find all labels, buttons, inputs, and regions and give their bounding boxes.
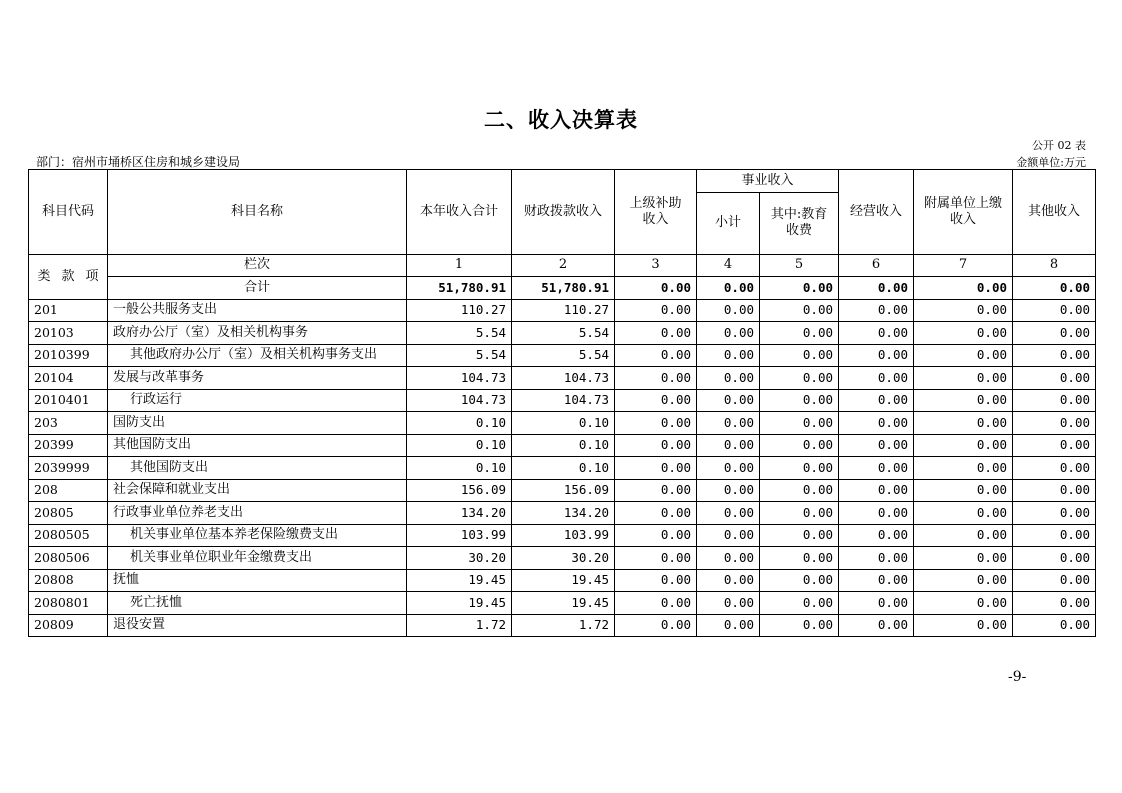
row-value: 30.20 [407, 547, 512, 570]
row-value: 103.99 [407, 524, 512, 547]
col-num: 8 [1013, 254, 1096, 277]
row-value: 0.00 [615, 434, 697, 457]
row-name: 机关事业单位基本养老保险缴费支出 [108, 524, 407, 547]
col-num: 2 [512, 254, 615, 277]
row-value: 0.00 [697, 367, 760, 390]
row-value: 0.00 [914, 479, 1013, 502]
header-business-edu: 其中:教育收费 [760, 192, 839, 254]
row-value: 0.00 [697, 614, 760, 637]
row-value: 0.00 [615, 592, 697, 615]
row-value: 0.00 [697, 389, 760, 412]
row-value: 19.45 [407, 569, 512, 592]
row-value: 0.10 [407, 412, 512, 435]
row-value: 0.00 [697, 569, 760, 592]
row-name: 退役安置 [108, 614, 407, 637]
row-name: 行政事业单位养老支出 [108, 502, 407, 525]
row-value: 0.00 [760, 412, 839, 435]
row-value: 0.00 [839, 389, 914, 412]
row-value: 0.00 [839, 367, 914, 390]
table-row [29, 457, 1096, 480]
row-name: 其他政府办公厅（室）及相关机构事务支出 [108, 344, 407, 367]
row-value: 0.00 [697, 434, 760, 457]
col-num: 5 [760, 254, 839, 277]
row-value: 0.00 [760, 344, 839, 367]
row-value: 0.00 [615, 389, 697, 412]
row-value: 0.10 [512, 412, 615, 435]
row-value: 0.00 [760, 502, 839, 525]
row-value: 110.27 [512, 299, 615, 322]
row-value: 0.00 [697, 299, 760, 322]
row-name: 发展与改革事务 [108, 367, 407, 390]
table-row [29, 479, 1096, 502]
table-row [29, 389, 1096, 412]
row-value: 0.00 [839, 547, 914, 570]
total-value: 0.00 [839, 277, 914, 300]
row-value: 0.00 [914, 592, 1013, 615]
row-code: 2010399 [29, 344, 108, 367]
row-value: 0.00 [1013, 367, 1096, 390]
row-value: 0.00 [697, 592, 760, 615]
row-value: 0.00 [839, 614, 914, 637]
table-row [29, 434, 1096, 457]
row-value: 0.00 [914, 322, 1013, 345]
row-value: 0.00 [1013, 592, 1096, 615]
row-value: 30.20 [512, 547, 615, 570]
table-row [29, 592, 1096, 615]
row-code: 2010401 [29, 389, 108, 412]
row-value: 0.00 [1013, 389, 1096, 412]
col-num: 1 [407, 254, 512, 277]
row-value: 0.00 [615, 569, 697, 592]
row-code: 2080505 [29, 524, 108, 547]
row-value: 0.00 [914, 502, 1013, 525]
category-xiang: 项 [85, 268, 99, 284]
row-value: 0.00 [760, 592, 839, 615]
row-value: 0.00 [760, 299, 839, 322]
row-code: 20104 [29, 367, 108, 390]
table-row [29, 299, 1096, 322]
row-value: 134.20 [512, 502, 615, 525]
header-other: 其他收入 [1013, 170, 1096, 255]
row-name: 政府办公厅（室）及相关机构事务 [108, 322, 407, 345]
row-value: 103.99 [512, 524, 615, 547]
total-value: 0.00 [914, 277, 1013, 300]
row-value: 5.54 [512, 344, 615, 367]
row-name: 抚恤 [108, 569, 407, 592]
col-num: 4 [697, 254, 760, 277]
row-value: 0.00 [839, 299, 914, 322]
row-code: 20399 [29, 434, 108, 457]
table-row [29, 569, 1096, 592]
total-value: 0.00 [615, 277, 697, 300]
department-label: 部门：宿州市埇桥区住房和城乡建设局 [36, 155, 241, 169]
total-value: 51,780.91 [407, 277, 512, 300]
row-value: 0.00 [1013, 502, 1096, 525]
row-value: 0.00 [839, 434, 914, 457]
row-value: 156.09 [407, 479, 512, 502]
row-value: 0.00 [615, 614, 697, 637]
row-value: 0.00 [1013, 299, 1096, 322]
row-value: 0.00 [615, 299, 697, 322]
row-value: 0.00 [914, 524, 1013, 547]
row-code: 20805 [29, 502, 108, 525]
row-value: 19.45 [512, 592, 615, 615]
row-value: 0.00 [1013, 412, 1096, 435]
row-value: 0.00 [760, 547, 839, 570]
row-value: 0.00 [615, 524, 697, 547]
row-value: 0.00 [697, 547, 760, 570]
header-superior: 上级补助收入 [615, 170, 697, 255]
header-operating: 经营收入 [839, 170, 914, 255]
category-lei: 类 [37, 268, 51, 284]
row-value: 0.00 [697, 457, 760, 480]
table-row [29, 367, 1096, 390]
row-value: 0.00 [615, 479, 697, 502]
row-value: 0.00 [760, 457, 839, 480]
row-value: 0.00 [760, 389, 839, 412]
row-value: 0.00 [839, 592, 914, 615]
page-title: 二、收入决算表 [484, 108, 638, 132]
table-row [29, 547, 1096, 570]
row-code: 2080506 [29, 547, 108, 570]
row-value: 5.54 [407, 322, 512, 345]
unit-label: 金额单位:万元 [1016, 156, 1086, 169]
row-value: 110.27 [407, 299, 512, 322]
table-row [29, 322, 1096, 345]
row-value: 0.00 [914, 457, 1013, 480]
form-number: 公开 02 表 [1032, 139, 1086, 152]
income-statement-table [28, 169, 1096, 637]
total-value: 0.00 [697, 277, 760, 300]
total-value: 51,780.91 [512, 277, 615, 300]
row-value: 0.00 [1013, 457, 1096, 480]
row-value: 0.00 [760, 322, 839, 345]
row-value: 0.00 [697, 412, 760, 435]
row-value: 0.00 [1013, 614, 1096, 637]
row-name: 行政运行 [108, 389, 407, 412]
row-value: 0.00 [615, 322, 697, 345]
row-value: 0.00 [914, 569, 1013, 592]
row-value: 0.00 [697, 479, 760, 502]
row-value: 0.00 [1013, 322, 1096, 345]
row-value: 0.00 [1013, 344, 1096, 367]
header-business-subtotal: 小计 [697, 192, 760, 254]
row-code: 20808 [29, 569, 108, 592]
row-name: 一般公共服务支出 [108, 299, 407, 322]
header-total: 本年收入合计 [407, 170, 512, 255]
row-value: 0.00 [914, 367, 1013, 390]
row-value: 1.72 [407, 614, 512, 637]
row-value: 0.00 [697, 524, 760, 547]
row-code: 201 [29, 299, 108, 322]
table-body [29, 299, 1096, 637]
total-value: 0.00 [760, 277, 839, 300]
row-value: 0.10 [512, 457, 615, 480]
row-name: 其他国防支出 [108, 434, 407, 457]
row-name: 其他国防支出 [108, 457, 407, 480]
row-value: 5.54 [407, 344, 512, 367]
row-value: 0.00 [697, 322, 760, 345]
row-code: 208 [29, 479, 108, 502]
row-name: 机关事业单位职业年金缴费支出 [108, 547, 407, 570]
row-value: 0.00 [839, 569, 914, 592]
row-value: 0.00 [760, 367, 839, 390]
header-code: 科目代码 [29, 170, 108, 255]
row-value: 0.00 [839, 524, 914, 547]
row-value: 5.54 [512, 322, 615, 345]
row-value: 0.00 [914, 614, 1013, 637]
row-value: 0.00 [697, 502, 760, 525]
page-number: -9- [1008, 669, 1027, 685]
row-code: 20809 [29, 614, 108, 637]
row-value: 0.00 [1013, 569, 1096, 592]
row-value: 0.00 [615, 457, 697, 480]
row-code: 2080801 [29, 592, 108, 615]
row-value: 0.00 [914, 389, 1013, 412]
row-value: 0.10 [512, 434, 615, 457]
row-name: 社会保障和就业支出 [108, 479, 407, 502]
row-value: 0.00 [1013, 434, 1096, 457]
table-row [29, 524, 1096, 547]
row-code: 2039999 [29, 457, 108, 480]
row-value: 0.00 [615, 547, 697, 570]
row-value: 0.00 [760, 479, 839, 502]
row-value: 0.00 [914, 344, 1013, 367]
row-value: 104.73 [512, 389, 615, 412]
row-value: 134.20 [407, 502, 512, 525]
category-kuan: 款 [61, 268, 75, 284]
row-value: 0.00 [760, 569, 839, 592]
header-affiliated: 附属单位上缴收入 [914, 170, 1013, 255]
row-value: 0.00 [914, 547, 1013, 570]
header-business: 事业收入 [697, 170, 839, 193]
total-row [29, 277, 1096, 300]
row-value: 0.00 [1013, 479, 1096, 502]
lanci-label: 栏次 [108, 254, 407, 277]
row-value: 0.00 [839, 412, 914, 435]
row-value: 0.00 [615, 502, 697, 525]
table-header [29, 170, 1096, 300]
header-name: 科目名称 [108, 170, 407, 255]
row-value: 0.00 [839, 457, 914, 480]
row-value: 0.00 [1013, 524, 1096, 547]
row-value: 0.00 [914, 412, 1013, 435]
col-num: 3 [615, 254, 697, 277]
row-value: 156.09 [512, 479, 615, 502]
col-num: 7 [914, 254, 1013, 277]
row-value: 0.00 [760, 434, 839, 457]
row-value: 0.00 [839, 344, 914, 367]
row-value: 0.00 [615, 367, 697, 390]
table-row [29, 502, 1096, 525]
row-value: 0.00 [1013, 547, 1096, 570]
table-row [29, 344, 1096, 367]
row-value: 0.00 [760, 524, 839, 547]
table-row [29, 614, 1096, 637]
row-value: 19.45 [407, 592, 512, 615]
row-value: 0.00 [914, 299, 1013, 322]
row-value: 0.00 [760, 614, 839, 637]
row-value: 0.00 [839, 502, 914, 525]
row-value: 0.10 [407, 434, 512, 457]
total-label: 合计 [108, 277, 407, 300]
row-value: 104.73 [512, 367, 615, 390]
table-row [29, 412, 1096, 435]
header-fiscal: 财政拨款收入 [512, 170, 615, 255]
row-value: 0.00 [615, 412, 697, 435]
row-value: 0.00 [615, 344, 697, 367]
row-value: 19.45 [512, 569, 615, 592]
row-value: 0.00 [914, 434, 1013, 457]
row-value: 1.72 [512, 614, 615, 637]
col-num: 6 [839, 254, 914, 277]
row-value: 104.73 [407, 367, 512, 390]
category-cell [29, 254, 108, 299]
row-name: 国防支出 [108, 412, 407, 435]
row-code: 203 [29, 412, 108, 435]
row-name: 死亡抚恤 [108, 592, 407, 615]
row-value: 104.73 [407, 389, 512, 412]
row-code: 20103 [29, 322, 108, 345]
row-value: 0.00 [839, 479, 914, 502]
row-value: 0.00 [697, 344, 760, 367]
row-value: 0.10 [407, 457, 512, 480]
row-value: 0.00 [839, 322, 914, 345]
total-value: 0.00 [1013, 277, 1096, 300]
